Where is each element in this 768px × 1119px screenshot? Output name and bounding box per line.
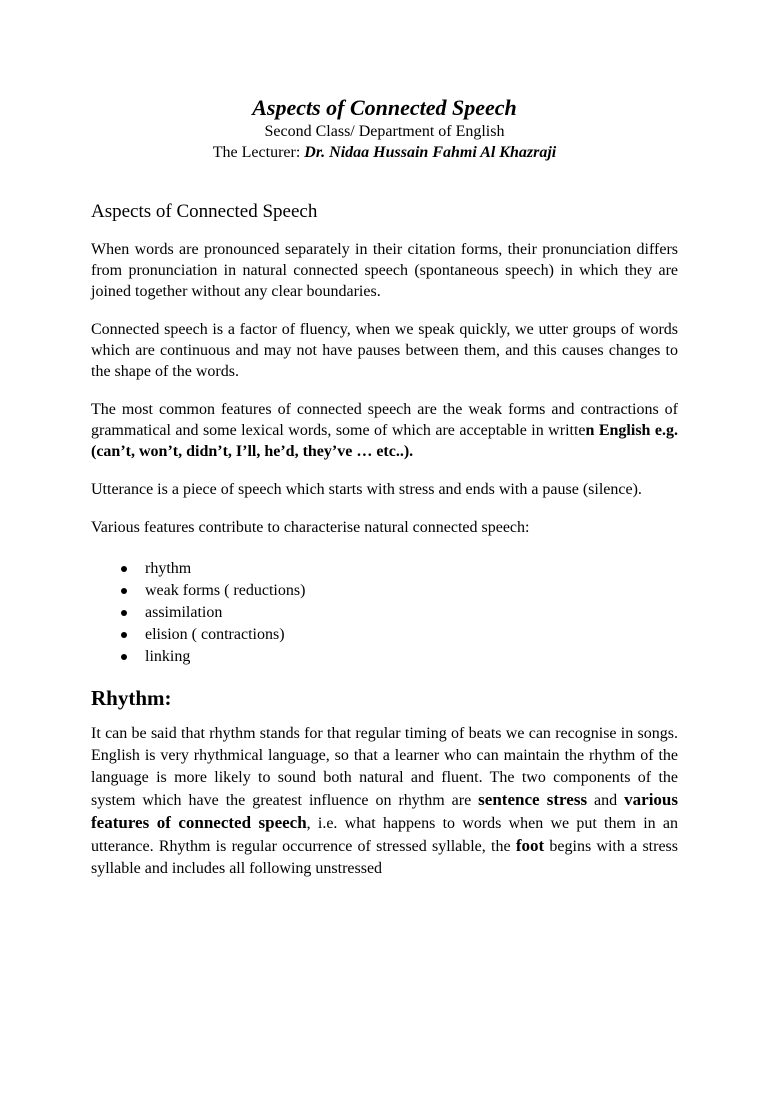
paragraph-utterance: Utterance is a piece of speech which starts with stress and ends with a pause (silence). (91, 481, 642, 498)
document-page (0, 95, 768, 1119)
contractions-examples: n English e.g. (can’t, won’t, didn’t, I’ll, he’d, they’ve … etc..). (91, 422, 678, 460)
list-item: rhythm (119, 558, 678, 580)
bullet-icon (121, 610, 127, 616)
lecturer-line (91, 142, 678, 163)
term-sentence-stress: sentence stress (478, 790, 588, 809)
section-heading: Aspects of Connected Speech (91, 201, 318, 222)
document-title: Aspects of Connected Speech (252, 95, 517, 120)
paragraph-rhythm: It can be said that rhythm stands for that regular timing of beats we can recognise in songs. English is very rhythmical language, so that a learner who can maintain the rhythm of the language is more likely to sound both natural and fluent. The two components of the system which have the greatest influence on rhythm are sentence stress and various features of connected speech, i.e. what happens to words when we put them in an utterance. Rhythm is regular occurrence of stressed syllable, the foot begins with a stress syllable and includes all following unstressed (91, 725, 679, 877)
paragraph-citation-forms: When words are pronounced separately in their citation forms, their pronunciation differs from pronunciation in natural connected speech (spontaneous speech) in which they are joined together without any clear boundaries. (91, 241, 678, 300)
term-foot: foot (515, 836, 545, 855)
rhythm-heading: Rhythm: (91, 686, 172, 710)
bullet-icon (121, 654, 127, 660)
paragraph-fluency: Connected speech is a factor of fluency, when we speak quickly, we utter groups of words which are continuous and may not have pauses between them, and this causes changes to the shape of the words. (91, 321, 678, 380)
class-department-line: Second Class/ Department of English (264, 123, 505, 140)
lecturer-label: The Lecturer: (212, 144, 305, 161)
paragraph-weak-forms (91, 399, 678, 462)
features-list (91, 558, 678, 668)
bullet-icon (121, 632, 127, 638)
paragraph-features-intro: Various features contribute to characterise natural connected speech: (91, 519, 530, 536)
list-item: weak forms ( reductions) (119, 580, 678, 602)
list-item: linking (119, 646, 678, 668)
bullet-icon (121, 588, 127, 594)
list-item: elision ( contractions) (119, 624, 678, 646)
list-item: assimilation (119, 602, 678, 624)
term-connected-speech-features: various features of connected speech (91, 790, 678, 832)
paragraph-weak-forms-text: The most common features of connected speech are the weak forms and contractions of grammatical and some lexical words, some of which are acceptable in writte (91, 401, 678, 439)
bullet-icon (121, 566, 127, 572)
lecturer-name: Dr. Nidaa Hussain Fahmi Al Khazraji (304, 144, 557, 161)
